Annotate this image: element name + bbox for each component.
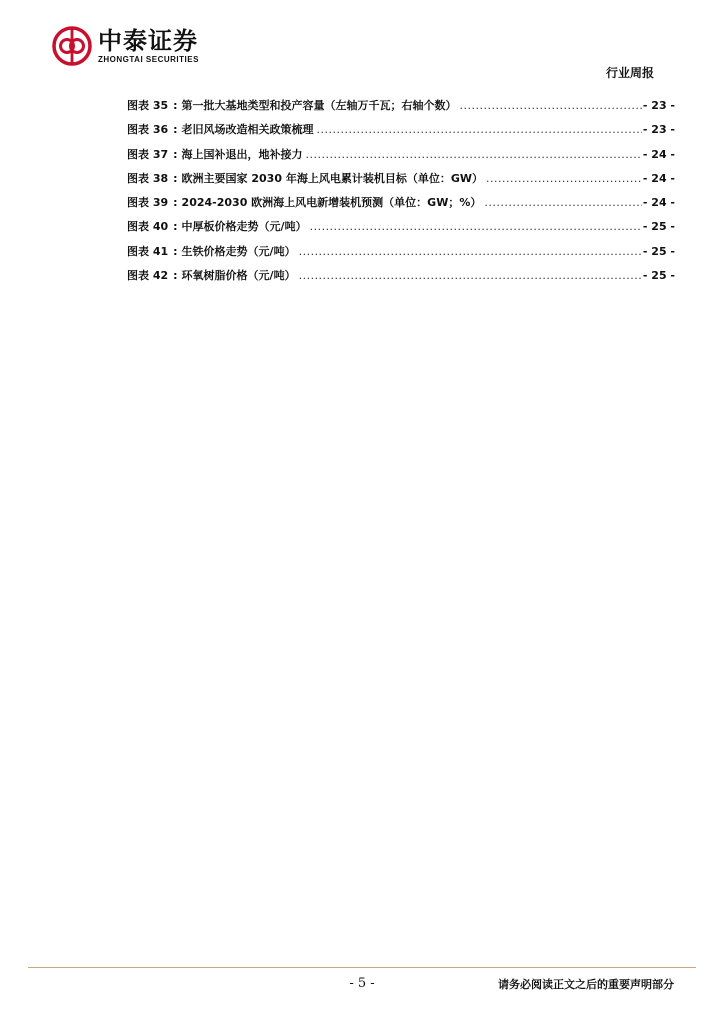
toc-entry-number: 图表 42 xyxy=(127,269,169,283)
table-of-figures xyxy=(127,97,675,291)
toc-entry[interactable] xyxy=(127,170,675,194)
toc-entry-separator: : xyxy=(173,244,178,258)
toc-entry-title: 环氧树脂价格（元/吨） xyxy=(181,269,296,283)
toc-dot-leader xyxy=(460,99,642,112)
toc-entry-title: 欧洲主要国家 2030 年海上风电累计装机目标（单位：GW） xyxy=(181,171,483,185)
toc-entry[interactable] xyxy=(127,97,675,121)
toc-entry-title: 老旧风场改造相关政策梳理 xyxy=(181,123,314,137)
toc-entry[interactable] xyxy=(127,218,675,242)
toc-entry-number: 图表 35 xyxy=(127,99,169,112)
toc-entry-page: - 23 - xyxy=(642,123,675,137)
toc-entry-page: - 25 - xyxy=(642,220,675,234)
document-type-label: 行业周报 xyxy=(605,66,654,80)
brand-name-cn: 中泰证券 xyxy=(98,27,198,55)
zhongtai-logo-icon xyxy=(52,26,92,66)
toc-entry-number: 图表 40 xyxy=(127,220,169,234)
toc-entry-page: - 25 - xyxy=(642,269,675,283)
toc-dot-leader xyxy=(317,123,642,136)
toc-entry[interactable] xyxy=(127,267,675,291)
toc-entry-separator: : xyxy=(173,99,178,112)
brand-name-en: ZHONGTAI SECURITIES xyxy=(98,55,199,64)
footer-disclaimer: 请务必阅读正文之后的重要声明部分 xyxy=(498,978,674,991)
toc-entry-number: 图表 36 xyxy=(127,123,169,137)
toc-entry-number: 图表 37 xyxy=(127,147,169,161)
toc-entry-separator: : xyxy=(173,220,178,234)
toc-entry-page: - 25 - xyxy=(642,244,675,258)
toc-entry-title: 海上国补退出，地补接力 xyxy=(181,147,303,161)
toc-dot-leader xyxy=(486,172,642,185)
toc-entry[interactable] xyxy=(127,121,675,145)
footer-divider xyxy=(28,967,696,968)
toc-dot-leader xyxy=(306,148,642,161)
toc-entry-title: 中厚板价格走势（元/吨） xyxy=(181,220,307,234)
toc-entry-separator: : xyxy=(173,196,178,210)
toc-entry-number: 图表 41 xyxy=(127,244,169,258)
toc-entry-page: - 24 - xyxy=(642,147,675,161)
toc-entry-separator: : xyxy=(173,171,178,185)
toc-dot-leader xyxy=(484,196,642,209)
toc-entry-title: 第一批大基地类型和投产容量（左轴万千瓦；右轴个数） xyxy=(181,99,457,112)
brand-logo xyxy=(52,26,199,66)
page-number: - 5 - xyxy=(349,976,375,991)
toc-entry[interactable] xyxy=(127,146,675,170)
toc-entry-separator: : xyxy=(173,123,178,137)
toc-dot-leader xyxy=(310,220,642,233)
toc-entry-separator: : xyxy=(173,147,178,161)
toc-entry-separator: : xyxy=(173,269,178,283)
toc-entry-number: 图表 38 xyxy=(127,171,169,185)
toc-entry[interactable] xyxy=(127,194,675,218)
toc-entry-number: 图表 39 xyxy=(127,196,169,210)
toc-entry-page: - 24 - xyxy=(642,196,675,210)
toc-dot-leader xyxy=(299,245,642,258)
toc-entry-title: 2024-2030 欧洲海上风电新增装机预测（单位：GW；%） xyxy=(181,196,482,210)
toc-entry-page: - 24 - xyxy=(642,171,675,185)
toc-dot-leader xyxy=(299,269,642,282)
toc-entry-page: - 23 - xyxy=(642,99,675,112)
toc-entry-title: 生铁价格走势（元/吨） xyxy=(181,244,296,258)
toc-entry[interactable] xyxy=(127,243,675,267)
